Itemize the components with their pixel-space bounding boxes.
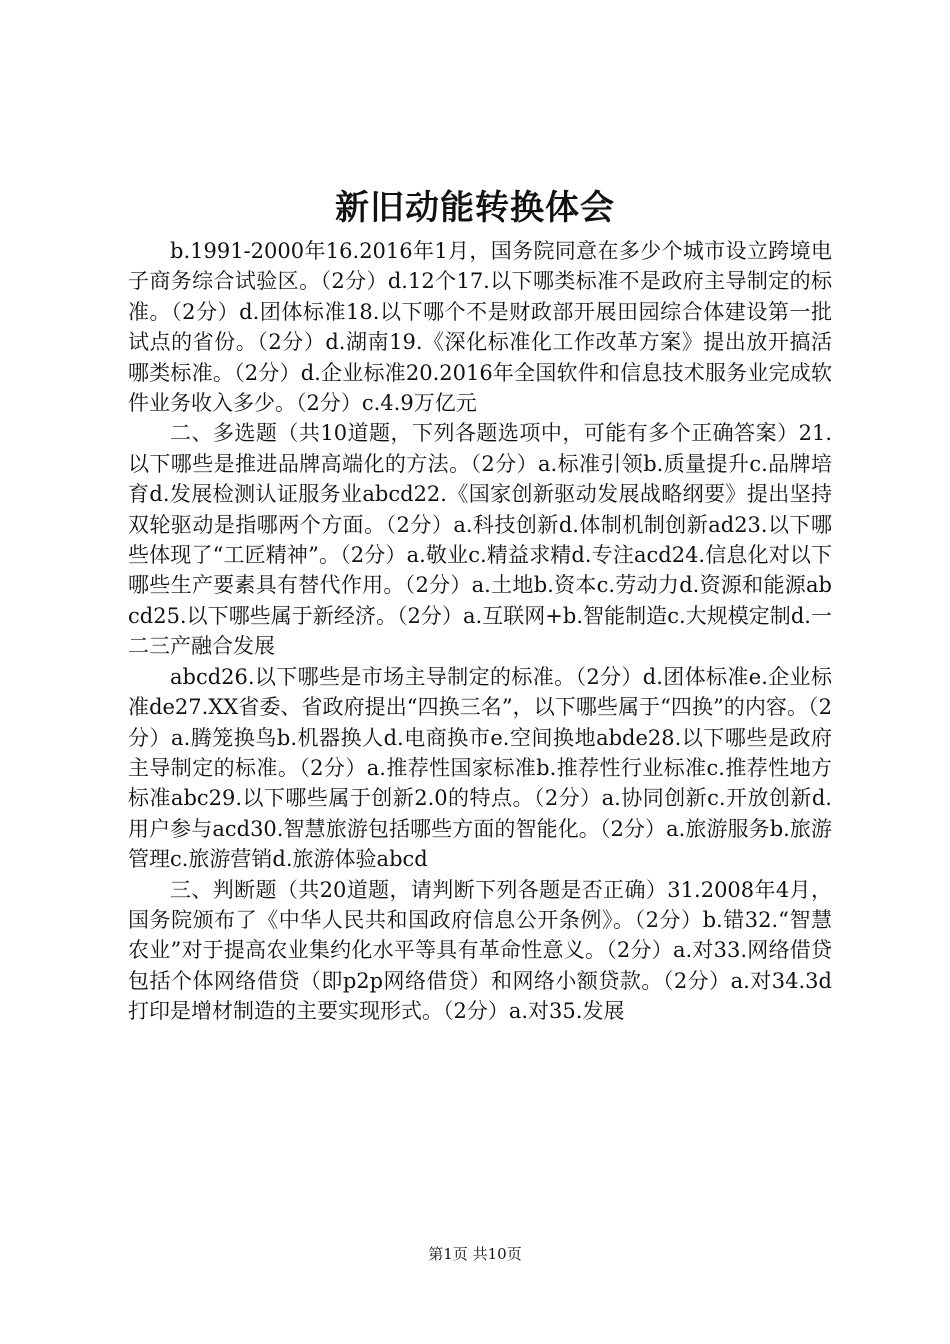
page-number-footer: 第1页 共10页 bbox=[428, 1245, 522, 1263]
paragraph-true-false: 三、判断题（共20道题，请判断下列各题是否正确）31.2008年4月，国务院颁布了《中华人民共和国政府信息公开条例》。（2分）b.错32.“智慧农业”对于提高农业集约化水平等具有革命性意义。（2分）a.对33.网络借贷包括个体网络借贷（即p2p网络借贷）和网络小额贷款。（2分）a.对34.3d打印是增材制造的主要实现形式。（2分）a.对35.发展 bbox=[128, 877, 832, 1024]
paragraph-single-choice-tail: b.1991-2000年16.2016年1月，国务院同意在多少个城市设立跨境电子商务综合试验区。（2分）d.12个17.以下哪类标准不是政府主导制定的标准。（2分）d.团体标准18.以下哪个不是财政部开展田园综合体建设第一批试点的省份。（2分）d.湖南19.《深化标准化工作改革方案》提出放开搞活哪类标准。（2分）d.企业标准20.2016年全国软件和信息技术服务业完成软件业务收入多少。（2分）c.4.9万亿元 bbox=[128, 239, 832, 416]
document-body bbox=[128, 236, 832, 1027]
paragraph-multiple-choice-continued: abcd26.以下哪些是市场主导制定的标准。（2分）d.团体标准e.企业标准de27.XX省委、省政府提出“四换三名”，以下哪些属于“四换”的内容。（2分）a.腾笼换鸟b.机器换人d.电商换市e.空间换地abde28.以下哪些是政府主导制定的标准。（2分）a.推荐性国家标准b.推荐性行业标准c.推荐性地方标准abc29.以下哪些属于创新2.0的特点。（2分）a.协同创新c.开放创新d.用户参与acd30.智慧旅游包括哪些方面的智能化。（2分）a.旅游服务b.旅游管理c.旅游营销d.旅游体验abcd bbox=[128, 664, 832, 872]
document-title: 新旧动能转换体会 bbox=[335, 188, 615, 228]
paragraph-multiple-choice: 二、多选题（共10道题，下列各题选项中，可能有多个正确答案）21.以下哪些是推进品牌高端化的方法。（2分）a.标准引领b.质量提升c.品牌培育d.发展检测认证服务业abcd22.《国家创新驱动发展战略纲要》提出坚持双轮驱动是指哪两个方面。（2分）a.科技创新d.体制机制创新ad23.以下哪些体现了“工匠精神”。（2分）a.敬业c.精益求精d.专注acd24.信息化对以下哪些生产要素具有替代作用。（2分）a.土地b.资本c.劳动力d.资源和能源abcd25.以下哪些属于新经济。（2分）a.互联网+b.智能制造c.大规模定制d.一二三产融合发展 bbox=[128, 421, 832, 659]
